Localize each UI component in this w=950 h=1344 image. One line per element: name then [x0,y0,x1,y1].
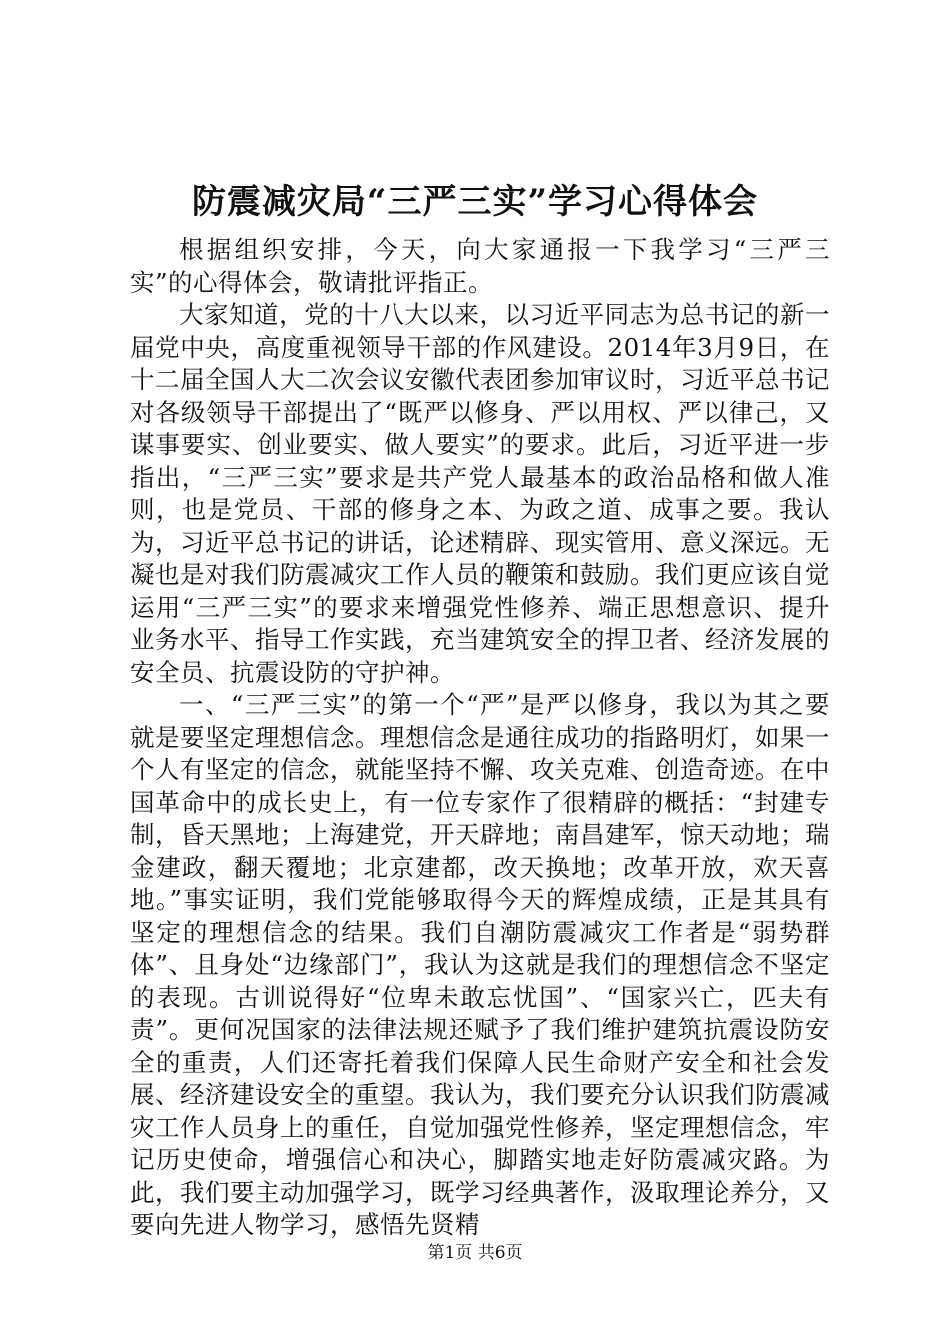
paragraph-section-one: 一、“三严三实”的第一个“严”是严以修身，我以为其之要就是要坚定理想信念。理想信念是通往成功的指路明灯，如果一个人有坚定的信念，就能坚持不懈、攻关克难、创造奇迹。在中国革命中的成长史上，有一位专家作了很精辟的概括：“封建专制，昏天黑地；上海建党，开天辟地；南昌建军，惊天动地；瑞金建政，翻天覆地；北京建都，改天换地；改革开放，欢天喜地。”事实证明，我们党能够取得今天的辉煌成绩，正是其具有坚定的理想信念的结果。我们自潮防震减灾工作者是“弱势群体”、且身处“边缘部门”，我认为这就是我们的理想信念不坚定的表现。古训说得好“位卑未敢忘忧国”、“国家兴亡，匹夫有责”。更何况国家的法律法规还赋予了我们维护建筑抗震设防安全的重责，人们还寄托着我们保障人民生命财产安全和社会发展、经济建设安全的重望。我认为，我们要充分认识我们防震减灾工作人员身上的重任，自觉加强党性修养，坚定理想信念，牢记历史使命，增强信心和决心，脚踏实地走好防震减灾路。为此，我们要主动加强学习，既学习经典著作，汲取理论养分，又要向先进人物学习，感悟先贤精 [130,690,830,1239]
page-footer: 第1页 共6页 [427,1243,523,1263]
document-title: 防震减灾局“三严三实”学习心得体会 [191,182,759,222]
document-body [130,234,830,1242]
paragraph-intro: 根据组织安排，今天，向大家通报一下我学习“三严三实”的心得体会，敬请批评指正。 [130,235,830,297]
paragraph-background: 大家知道，党的十八大以来，以习近平同志为总书记的新一届党中央，高度重视领导干部的作风建设。2014年3月9日，在十二届全国人大二次会议安徽代表团参加审议时，习近平总书记对各级领导干部提出了“既严以修身、严以用权、严以律己，又谋事要实、创业要实、做人要实”的要求。此后，习近平进一步指出，“三严三实”要求是共产党人最基本的政治品格和做人准则，也是党员、干部的修身之本、为政之道、成事之要。我认为，习近平总书记的讲话，论述精辟、现实管用、意义深远。无凝也是对我们防震减灾工作人员的鞭策和鼓励。我们更应该自觉运用“三严三实”的要求来增强党性修养、端正思想意识、提升业务水平、指导工作实践，充当建筑安全的捍卫者、经济发展的安全员、抗震设防的守护神。 [130,300,830,687]
